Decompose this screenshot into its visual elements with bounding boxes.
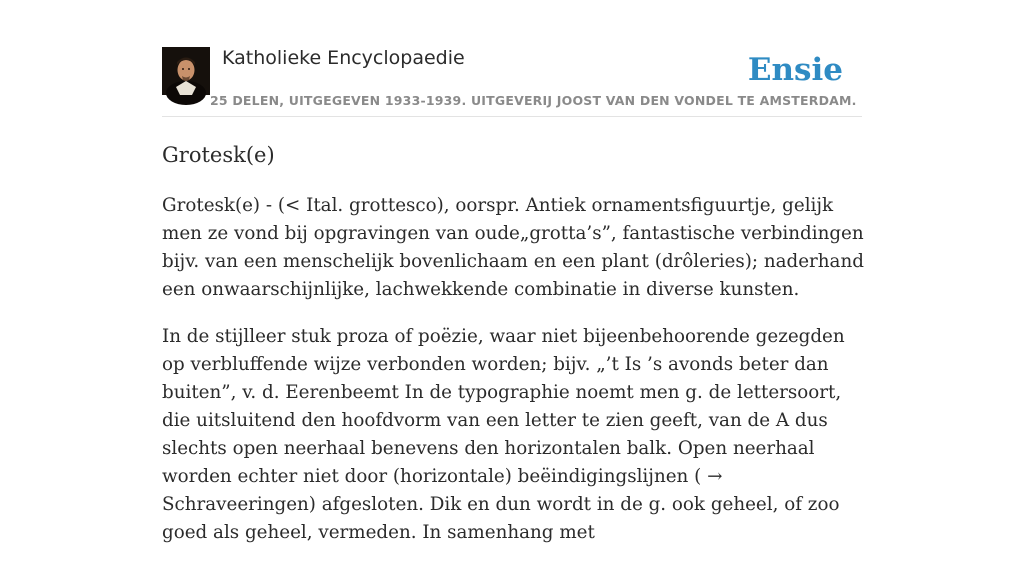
source-header bbox=[162, 46, 862, 117]
source-title[interactable]: Katholieke Encyclopaedie bbox=[222, 47, 465, 69]
article-title: Grotesk(e) bbox=[162, 143, 275, 167]
article-paragraph: In de stijlleer stuk proza of poëzie, waar niet bijeenbehoorende gezegden op verbluffende wijze verbonden worden; bijv. „’t Is ’s avonds beter dan buiten”, v. d. Eerenbeemt In de typographie noemt men g. de lettersoort, die uitsluitend den hoofdvorm van een letter te zien geeft, van de A dus slechts open neerhaal benevens den horizontalen balk. Open neerhaal worden echter niet door (horizontale) beëindigingslijnen ( → Schraveeringen) afgesloten. Dik en dun wordt in de g. ook geheel, of zoo goed als geheel, vermeden. In samenhang met bbox=[162, 326, 845, 543]
article-body bbox=[162, 192, 864, 566]
portrait-image bbox=[162, 47, 210, 95]
article-paragraph: Grotesk(e) - (< Ital. grottesco), oorspr. Antiek ornamentsfiguurtje, gelijk men ze vond bij opgravingen van oude„grotta’s”, fantastische verbindingen bijv. van een menschelijk bovenlichaam en een plant (drôleries); naderhand een onwaarschijnlijke, lachwekkende combinatie in diverse kunsten. bbox=[162, 195, 864, 300]
source-meta: 25 DELEN, UITGEGEVEN 1933-1939. UITGEVERIJ JOOST VAN DEN VONDEL TE AMSTERDAM. bbox=[210, 93, 857, 108]
portrait-avatar-icon[interactable] bbox=[162, 47, 210, 95]
brand-logo-link[interactable]: Ensie bbox=[747, 52, 843, 88]
